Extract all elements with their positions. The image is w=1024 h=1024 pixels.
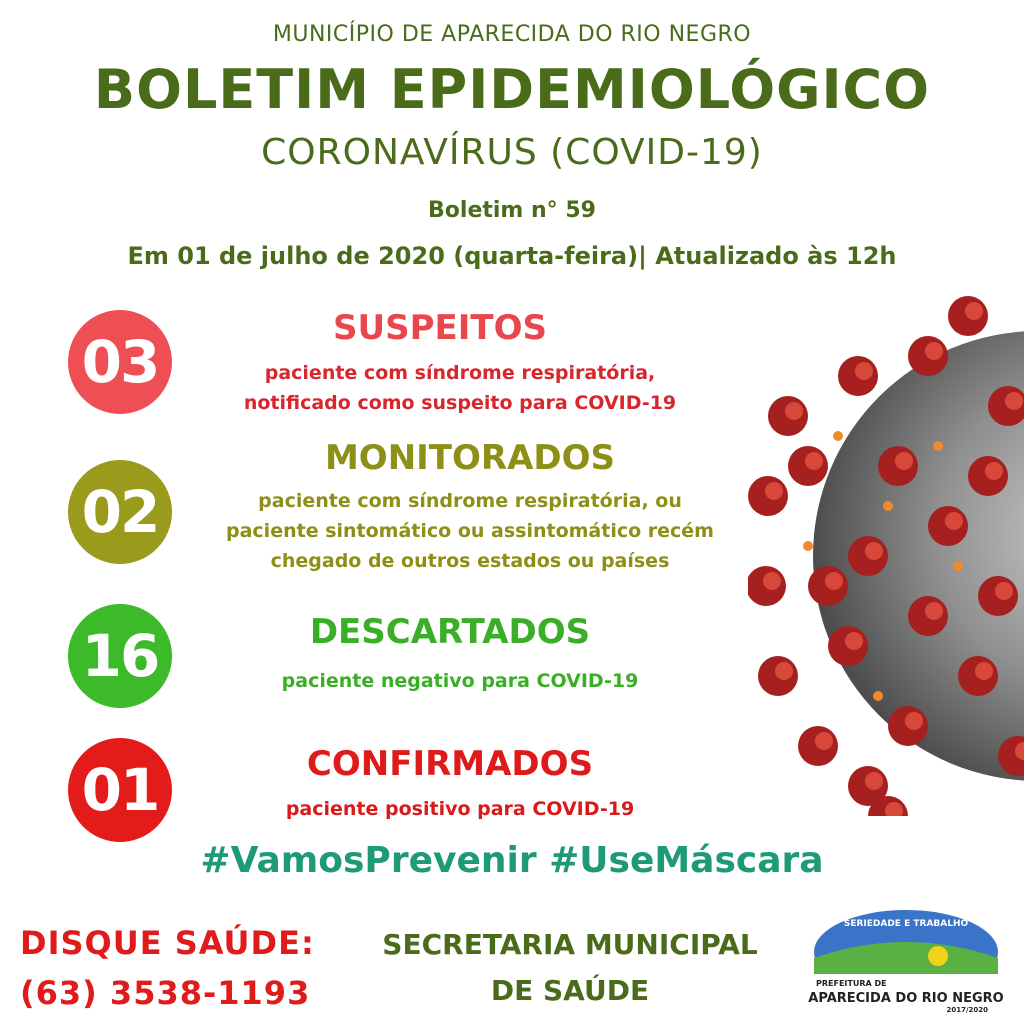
bulletin-number: Boletim n° 59 xyxy=(428,198,596,223)
descartados-desc-line: paciente negativo para COVID-19 xyxy=(281,670,639,692)
virus-protein xyxy=(933,441,943,451)
suspeitos-desc-line: notificado como suspeito para COVID-19 xyxy=(243,392,677,414)
monitorados-desc-line: paciente com síndrome respiratória, ou xyxy=(258,490,682,512)
virus-spike-highlight xyxy=(985,462,1003,480)
suspeitos-section xyxy=(68,310,172,414)
suspeitos-title: SUSPEITOS xyxy=(333,308,547,348)
confirmados-title: CONFIRMADOS xyxy=(306,744,594,784)
virus-protein xyxy=(953,561,963,571)
confirmados-desc-line: paciente positivo para COVID-19 xyxy=(285,798,635,820)
prefeitura-logo xyxy=(808,906,1004,1016)
virus-spike-highlight xyxy=(855,362,873,380)
virus-spike-highlight xyxy=(805,452,823,470)
virus-protein xyxy=(883,501,893,511)
logo-motto: SERIEDADE E TRABALHO xyxy=(843,919,969,929)
page-title: BOLETIM EPIDEMIOLÓGICO xyxy=(93,58,931,121)
virus-spike-highlight xyxy=(925,342,943,360)
virus-spike-highlight xyxy=(845,632,863,650)
bulletin-date: Em 01 de julho de 2020 (quarta-feira)| Atualizado às 12h xyxy=(127,242,897,270)
virus-spike-highlight xyxy=(1005,392,1023,410)
virus-spike-highlight xyxy=(785,402,803,420)
monitorados-count-badge: 02 xyxy=(68,460,172,564)
virus-spike-highlight xyxy=(945,512,963,530)
hashtags: #VamosPrevenir #UseMáscara xyxy=(200,840,824,881)
descartados-count-badge: 16 xyxy=(68,604,172,708)
monitorados-desc-line: paciente sintomático ou assintomático recém xyxy=(226,520,714,542)
virus-spike-highlight xyxy=(895,452,913,470)
virus-spike-highlight xyxy=(905,712,923,730)
virus-spike-highlight xyxy=(865,772,883,790)
suspeitos-count-badge: 03 xyxy=(68,310,172,414)
virus-protein xyxy=(803,541,813,551)
municipality-name: MUNICÍPIO DE APARECIDA DO RIO NEGRO xyxy=(272,22,752,47)
virus-spike-highlight xyxy=(925,602,943,620)
page-subtitle: CORONAVÍRUS (COVID-19) xyxy=(261,132,763,173)
virus-spike-highlight xyxy=(765,482,783,500)
logo-prefeitura: PREFEITURA DE xyxy=(816,979,887,988)
virus-spike-highlight xyxy=(815,732,833,750)
virus-spike-highlight xyxy=(965,302,983,320)
virus-protein xyxy=(833,431,843,441)
secretaria-line: SECRETARIA MUNICIPAL xyxy=(382,928,758,961)
secretaria-line: DE SAÚDE xyxy=(490,974,650,1007)
confirmados-section xyxy=(68,738,172,842)
confirmados-count-badge: 01 xyxy=(68,738,172,842)
phone-number: (63) 3538-1193 xyxy=(20,974,311,1012)
secretaria-name xyxy=(340,922,800,1014)
descartados-section xyxy=(68,604,172,708)
virus-spike-highlight xyxy=(825,572,843,590)
disque-saude-label: DISQUE SAÚDE: xyxy=(20,924,315,962)
virus-spike-highlight xyxy=(763,572,781,590)
monitorados-desc-line: chegado de outros estados ou países xyxy=(270,550,670,572)
logo-city: APARECIDA DO RIO NEGRO xyxy=(808,991,1004,1006)
virus-spike-highlight xyxy=(865,542,883,560)
virus-protein xyxy=(873,691,883,701)
monitorados-section xyxy=(68,460,172,564)
coronavirus-icon xyxy=(748,296,1024,816)
virus-spike-highlight xyxy=(995,582,1013,600)
disque-saude xyxy=(20,918,315,1018)
logo-years: 2017/2020 xyxy=(946,1006,988,1014)
suspeitos-desc-line: paciente com síndrome respiratória, xyxy=(264,362,656,384)
descartados-title: DESCARTADOS xyxy=(309,612,591,652)
virus-spike-highlight xyxy=(775,662,793,680)
virus-spike-highlight xyxy=(975,662,993,680)
monitorados-title: MONITORADOS xyxy=(324,438,616,478)
